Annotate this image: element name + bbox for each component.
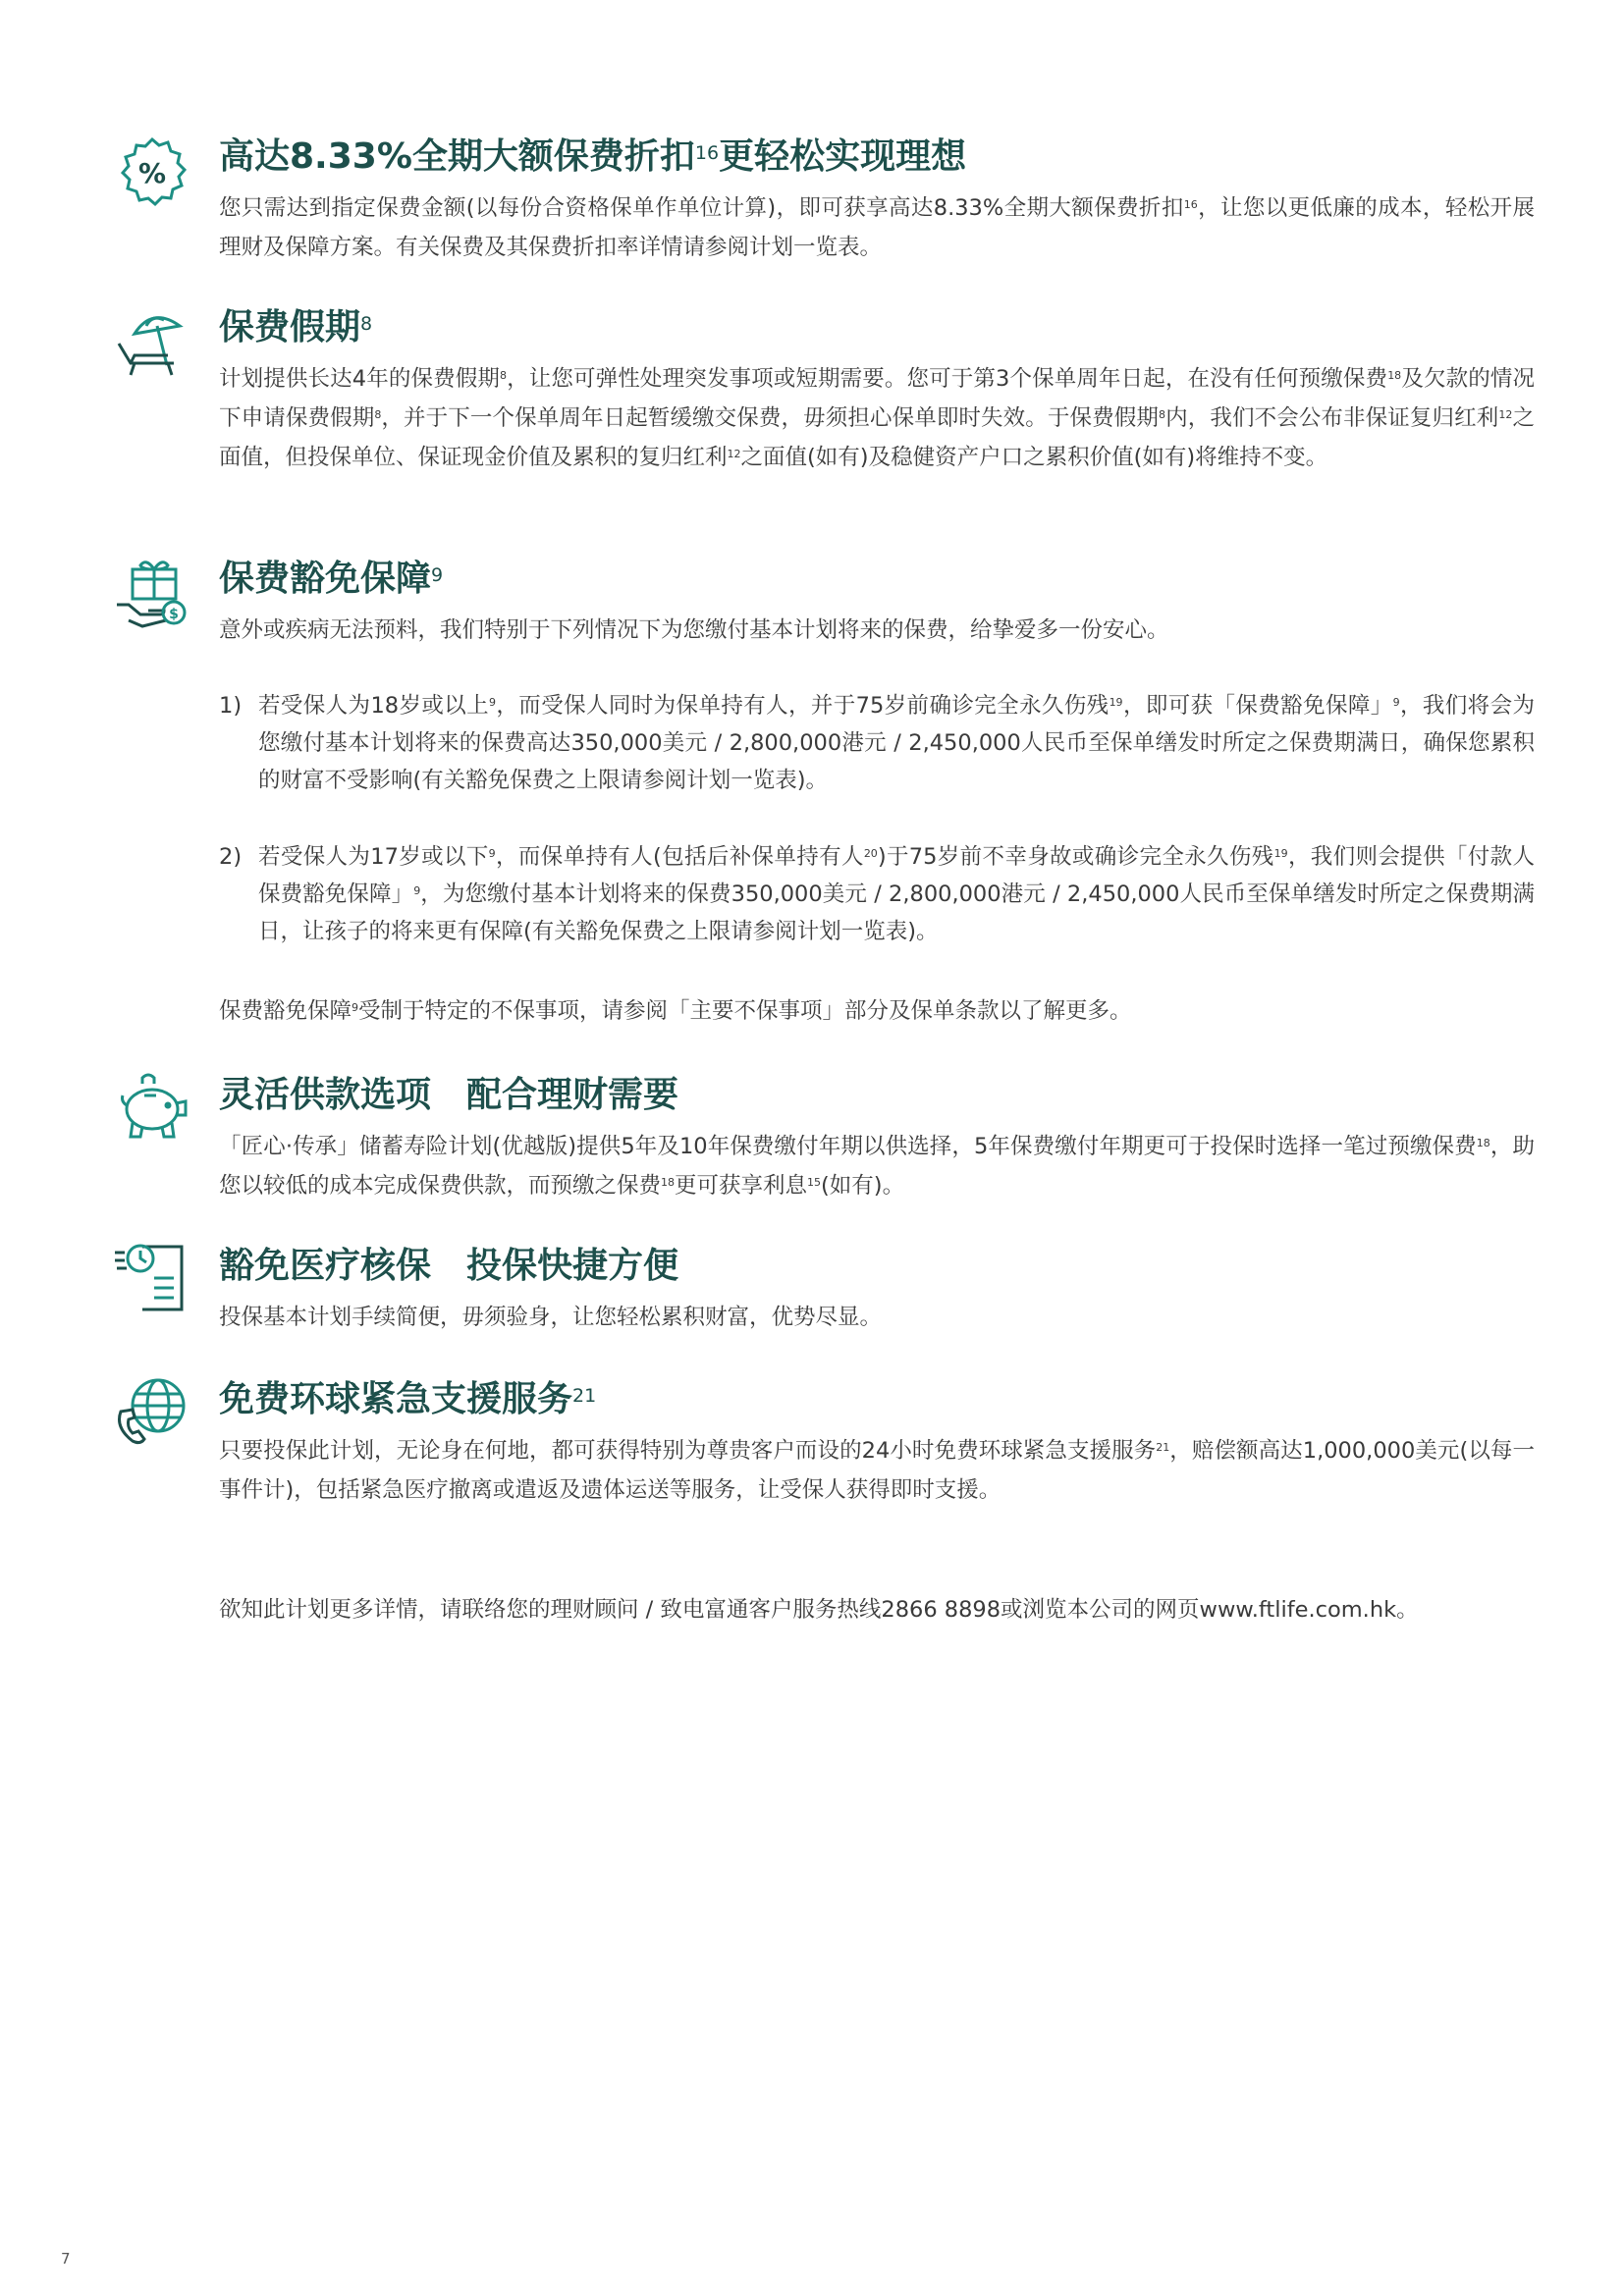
section-title: 高达8.33%全期大额保费折扣$^{16}$更轻松实现理想 <box>219 136 967 177</box>
piggy-bank-icon <box>113 1068 191 1147</box>
list-item-number: 2) <box>219 844 243 870</box>
section-title: 灵活供款选项 配合理财需要 <box>219 1075 679 1115</box>
section-body: 投保基本计划手续简便，毋须验身，让您轻松累积财富，优势尽显。 <box>219 1305 883 1330</box>
section-note: 保费豁免保障$^9$受制于特定的不保事项，请参阅「主要不保事项」部分及保单条款以了解更多。 <box>219 998 1132 1024</box>
list-item-text: 若受保人为18岁或以上$^9$，而受保人同时为保单持有人，并于75岁前确诊完全永久伤残$^{19}$，即可获「保费豁免保障」$^9$，我们将会为您缴付基本计划将来的保费高达350,000美元 / 2,800,000港元 / 2,450,000人民币至保单缮发时所定之保费期满日，确保您累积的财富不受影响(有关豁免保费之上限请参阅计划一览表)。 <box>258 693 1535 793</box>
globe-phone-icon <box>113 1372 191 1451</box>
section-intro: 意外或疾病无法预料，我们特别于下列情况下为您缴付基本计划将来的保费，给挚爱多一份安心。 <box>219 617 1169 643</box>
section-title: 保费假期$^8$ <box>219 307 373 347</box>
svg-text:%: % <box>137 157 167 189</box>
page-number: 7 <box>61 2250 71 2268</box>
list-item-text: 若受保人为17岁或以下$^9$，而保单持有人(包括后补保单持有人$^{20}$)于75岁前不幸身故或确诊完全永久伤残$^{19}$，我们则会提供「付款人保费豁免保障」$^9$，为您缴付基本计划将来的保费350,000美元 / 2,800,000港元 / 2,450,000人民币至保单缮发时所定之保费期满日，让孩子的将来更有保障(有关豁免保费之上限请参阅计划一览表)。 <box>258 844 1535 944</box>
section-body: 计划提供长达4年的保费假期$^8$，让您可弹性处理突发事项或短期需要。您可于第3个保单周年日起，在没有任何预缴保费$^{18}$及欠款的情况下申请保费假期$^8$，并于下一个保单周年日起暂缓缴交保费，毋须担心保单即时失效。于保费假期$^8$内，我们不会公布非保证复归红利$^{12}$之面值，但投保单位、保证现金价值及累积的复归红利$^{12}$之面值(如有)及稳健资产户口之累积价值(如有)将维持不变。 <box>219 366 1535 470</box>
document-clock-icon <box>113 1239 191 1317</box>
section-title: 保费豁免保障$^9$ <box>219 559 444 599</box>
section-body: 「匠心·传承」储蓄寿险计划(优越版)提供5年及10年保费缴付年期以供选择，5年保费缴付年期更可于投保时选择一笔过预缴保费$^{18}$，助您以较低的成本完成保费供款，而预缴之保费$^{18}$更可获享利息$^{15}$(如有)。 <box>219 1134 1535 1199</box>
svg-text:$: $ <box>169 607 179 622</box>
section-title: 免费环球紧急支援服务$^{21}$ <box>219 1379 597 1419</box>
umbrella-lounge-chair-icon <box>113 304 191 383</box>
gift-hand-dollar-icon <box>113 556 191 634</box>
percent-badge-icon <box>113 133 191 212</box>
section-body: 只要投保此计划，无论身在何地，都可获得特别为尊贵客户而设的24小时免费环球紧急支援服务$^{21}$，赔偿额高达1,000,000美元(以每一事件计)，包括紧急医疗撤离或遣返及遗体运送等服务，让受保人获得即时支援。 <box>219 1438 1535 1503</box>
contact-info: 欲知此计划更多详情，请联络您的理财顾问 / 致电富通客户服务热线2866 8898或浏览本公司的网页www.ftlife.com.hk。 <box>219 1597 1419 1623</box>
list-item-number: 1) <box>219 693 243 719</box>
section-title: 豁免医疗核保 投保快捷方便 <box>219 1246 679 1286</box>
section-body: 您只需达到指定保费金额(以每份合资格保单作单位计算)，即可获享高达8.33%全期大额保费折扣$^{16}$，让您以更低廉的成本，轻松开展理财及保障方案。有关保费及其保费折扣率详情请参阅计划一览表。 <box>219 195 1535 260</box>
